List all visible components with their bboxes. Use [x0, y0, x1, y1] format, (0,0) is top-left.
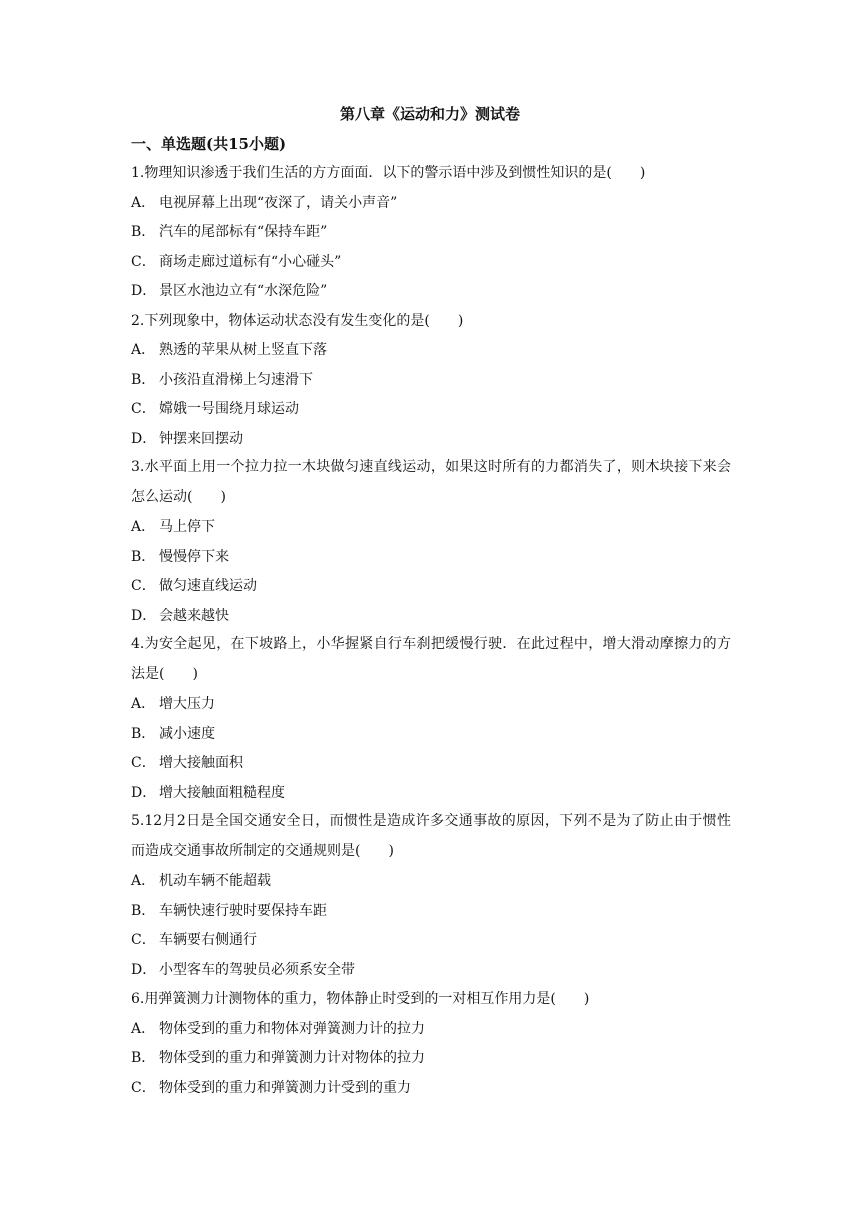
option-text: 物体受到的重力和弹簧测力计受到的重力 [159, 1079, 411, 1096]
answer-option [131, 517, 731, 547]
option-letter: C． [131, 1079, 156, 1096]
question-stem: 3.水平面上用一个拉力拉一木块做匀速直线运动，如果这时所有的力都消失了，则木块接下来会怎么运动( ) [131, 459, 731, 505]
option-text: 物体受到的重力和物体对弹簧测力计的拉力 [159, 1020, 425, 1037]
option-text: 钟摆来回摆动 [159, 430, 243, 447]
answer-option [131, 960, 731, 990]
option-letter: D． [131, 607, 157, 624]
answer-option [131, 281, 731, 311]
option-letter: C． [131, 578, 156, 594]
option-letter: D． [131, 430, 157, 447]
answer-option [131, 576, 731, 606]
question-stem: 5.12月2日是全国交通安全日，而惯性是造成许多交通事故的原因，下列不是为了防止由于惯性而造成交通事故所制定的交通规则是( ) [131, 813, 731, 859]
option-letter: D． [131, 283, 157, 299]
option-letter: A． [131, 873, 156, 889]
page-title: 第八章《运动和力》测试卷 [339, 105, 520, 123]
option-letter: B． [131, 725, 156, 742]
option-letter: D． [131, 961, 157, 978]
answer-option [131, 901, 731, 931]
answer-option [131, 1048, 731, 1078]
option-letter: C． [131, 755, 156, 771]
option-text: 汽车的尾部标有“保持车距” [159, 224, 328, 240]
option-letter: A． [131, 1020, 156, 1037]
answer-option [131, 370, 731, 400]
option-text: 电视屏幕上出现“夜深了，请关小声音” [159, 194, 398, 211]
option-letter: A． [131, 696, 156, 712]
option-text: 商场走廊过道标有“小心碰头” [159, 253, 342, 270]
option-text: 机动车辆不能超载 [159, 873, 271, 889]
option-letter: B． [131, 224, 156, 240]
option-letter: B． [131, 902, 156, 919]
option-text: 小型客车的驾驶员必须系安全带 [159, 961, 355, 978]
question-stem: 2.下列现象中，物体运动状态没有发生变化的是( ) [131, 312, 464, 329]
option-letter: B． [131, 371, 156, 388]
option-text: 会越来越快 [159, 607, 229, 624]
answer-option [131, 753, 731, 783]
option-text: 慢慢停下来 [159, 548, 229, 565]
answer-option [131, 399, 731, 429]
answer-option [131, 930, 731, 960]
answer-option [131, 871, 731, 901]
option-text: 增大压力 [159, 696, 215, 712]
section-heading: 一、单选题(共15小题) [131, 135, 287, 153]
option-text: 小孩沿直滑梯上匀速滑下 [159, 371, 313, 388]
option-letter: B． [131, 1050, 156, 1066]
question-stem: 4.为安全起见，在下坡路上，小华握紧自行车刹把缓慢行驶．在此过程中，增大滑动摩擦力的方法是( ) [131, 636, 731, 682]
answer-option [131, 694, 731, 724]
question-list [131, 163, 731, 1107]
option-text: 熟透的苹果从树上竖直下落 [159, 342, 327, 358]
option-text: 车辆快速行驶时要保持车距 [159, 902, 327, 919]
option-text: 增大接触面积 [159, 755, 243, 771]
option-text: 物体受到的重力和弹簧测力计对物体的拉力 [159, 1050, 425, 1066]
answer-option [131, 1019, 731, 1049]
option-text: 增大接触面粗糙程度 [159, 784, 285, 801]
option-letter: C． [131, 401, 156, 417]
option-text: 做匀速直线运动 [159, 578, 257, 594]
option-text: 嫦娥一号围绕月球运动 [159, 401, 299, 417]
option-letter: A． [131, 519, 156, 535]
answer-option [131, 252, 731, 282]
answer-option [131, 222, 731, 252]
option-text: 马上停下 [159, 519, 215, 535]
option-text: 车辆要右侧通行 [159, 932, 257, 948]
option-letter: B． [131, 548, 156, 565]
answer-option [131, 193, 731, 223]
answer-option [131, 724, 731, 754]
option-text: 景区水池边立有“水深危险” [159, 283, 328, 299]
option-letter: D． [131, 784, 157, 801]
option-text: 减小速度 [159, 725, 215, 742]
option-letter: A． [131, 194, 156, 211]
option-letter: C． [131, 253, 156, 270]
question-stem: 1.物理知识渗透于我们生活的方方面面．以下的警示语中涉及到惯性知识的是( ) [131, 165, 646, 181]
answer-option [131, 1078, 731, 1108]
option-letter: C． [131, 932, 156, 948]
answer-option [131, 340, 731, 370]
answer-option [131, 547, 731, 577]
option-letter: A． [131, 342, 156, 358]
question-stem: 6.用弹簧测力计测物体的重力，物体静止时受到的一对相互作用力是( ) [131, 991, 590, 1007]
